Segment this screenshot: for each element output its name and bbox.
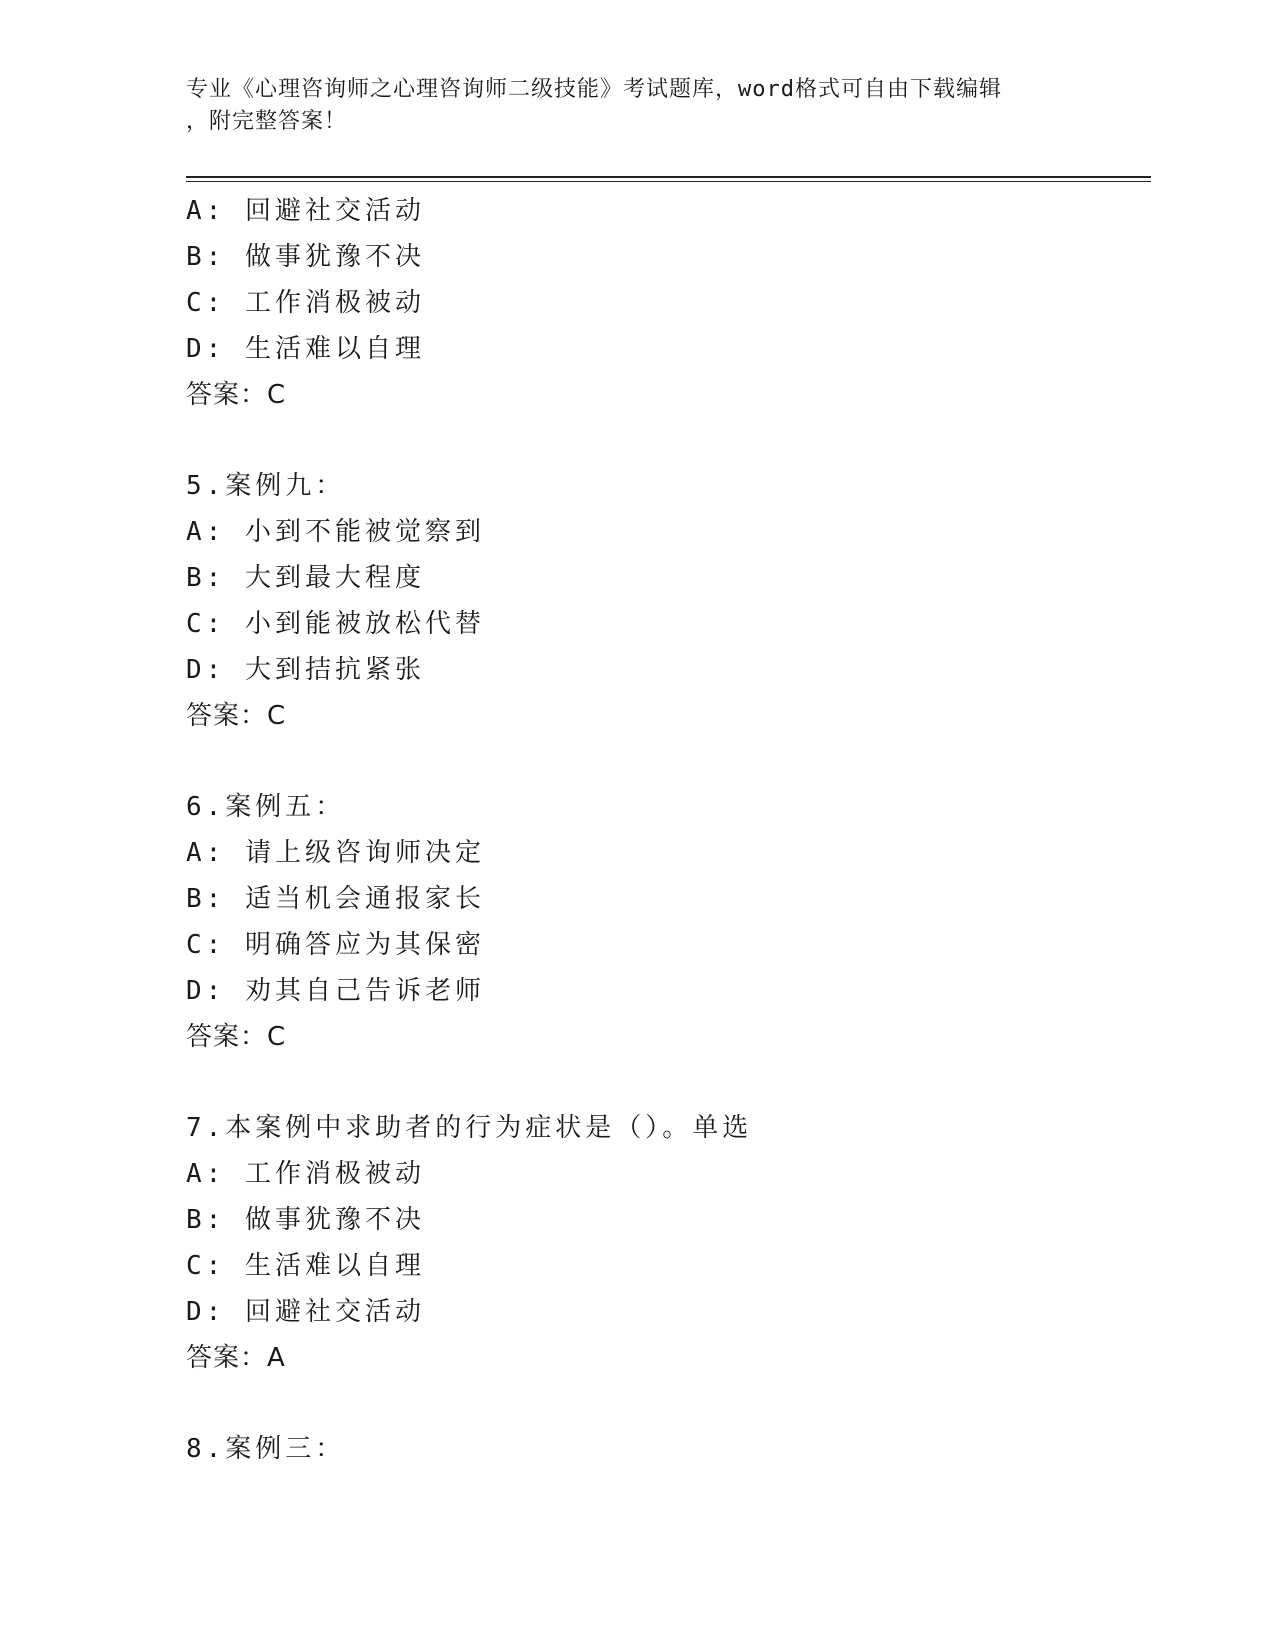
question-5 [186,463,1146,739]
option-b: B: 适当机会通报家长 [186,884,485,914]
answer-line: 答案：A [186,1343,286,1373]
option-d: D: 劝其自己告诉老师 [186,976,485,1006]
option-d: D: 回避社交活动 [186,1297,425,1327]
option-c: C: 小到能被放松代替 [186,609,485,639]
spacer [186,739,1146,784]
option-b: B: 做事犹豫不决 [186,1205,425,1235]
question-title: 5.案例九： [186,471,346,501]
option-c: C: 明确答应为其保密 [186,930,485,960]
option-d: D: 生活难以自理 [186,334,425,364]
header-line-2: ，附完整答案！ [186,109,348,134]
header-divider-thin [186,181,1151,182]
question-title: 7.本案例中求助者的行为症状是（）。单选 [186,1113,753,1143]
answer-line: 答案：C [186,701,287,731]
question-continuation [186,188,1146,418]
option-b: B: 大到最大程度 [186,563,425,593]
option-a: A: 小到不能被觉察到 [186,517,485,547]
option-a: A: 回避社交活动 [186,196,425,226]
option-b: B: 做事犹豫不决 [186,242,425,272]
answer-line: 答案：C [186,380,287,410]
header-line-1: 专业《心理咨询师之心理咨询师二级技能》考试题库，word格式可自由下载编辑 [186,77,1002,102]
question-list [186,188,1146,1472]
option-d: D: 大到拮抗紧张 [186,655,425,685]
question-title: 8.案例三： [186,1434,346,1464]
question-6 [186,784,1146,1060]
option-a: A: 请上级咨询师决定 [186,838,485,868]
answer-line: 答案：C [186,1022,287,1052]
question-title: 6.案例五： [186,792,346,822]
question-8 [186,1426,1146,1472]
option-c: C: 生活难以自理 [186,1251,425,1281]
option-a: A: 工作消极被动 [186,1159,425,1189]
spacer [186,418,1146,463]
header-divider-thick [186,176,1151,178]
question-7 [186,1105,1146,1381]
option-c: C: 工作消极被动 [186,288,425,318]
document-header [186,74,1066,138]
spacer [186,1060,1146,1105]
spacer [186,1381,1146,1426]
